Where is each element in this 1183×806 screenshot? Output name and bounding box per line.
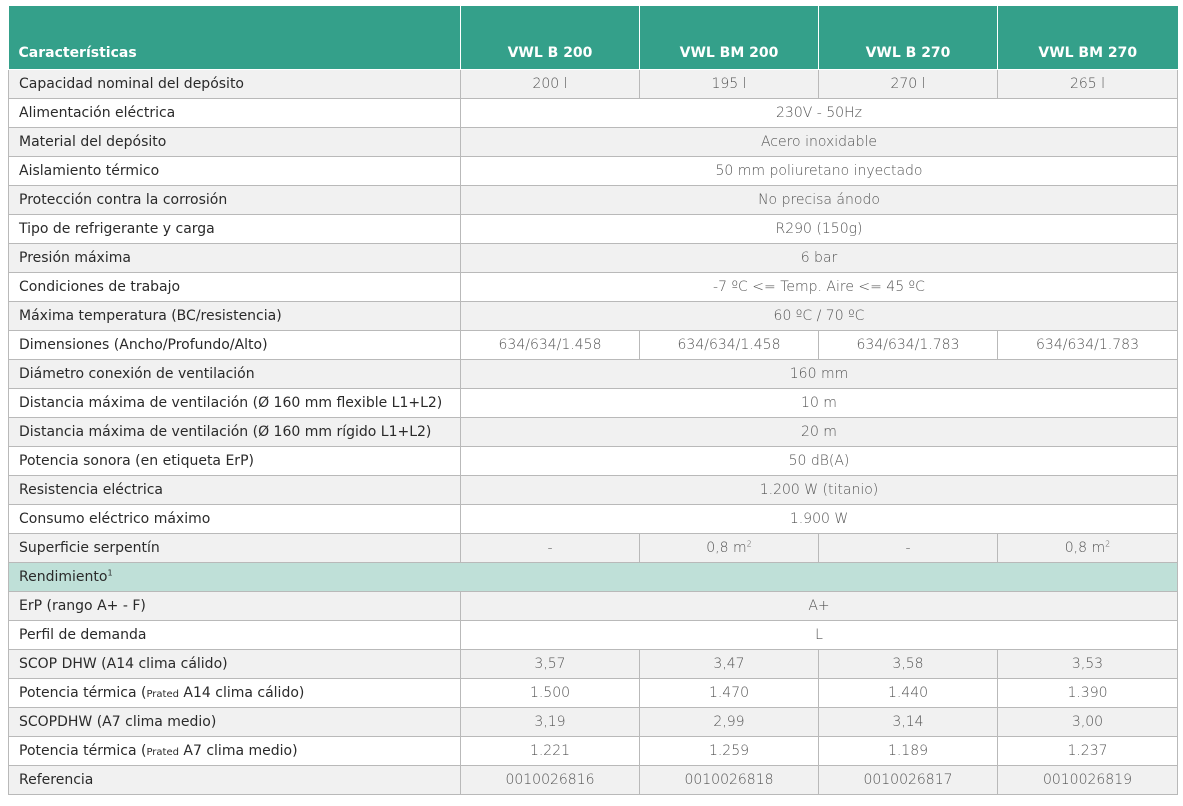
row-value (461, 534, 640, 563)
row-value (998, 766, 1178, 795)
value-superscript: 2 (1105, 539, 1111, 549)
row-value-merged: 1.200 W (titanio) (461, 476, 1178, 505)
row-label-prefix: Potencia térmica ( (19, 743, 147, 759)
row-label: Distancia máxima de ventilación (Ø 160 mm flexible L1+L2) (9, 389, 461, 418)
row-label: SCOP DHW (A14 clima cálido) (9, 650, 461, 679)
value-text: 195 l (711, 76, 747, 92)
row-label: Material del depósito (9, 128, 461, 157)
row-value (640, 737, 819, 766)
row-value (819, 70, 998, 99)
header-model-2: VWL BM 200 (640, 6, 819, 70)
value-text: 3,00 (1071, 714, 1104, 730)
row-value (998, 737, 1178, 766)
value-text: 3,19 (534, 714, 566, 730)
value-text: 3,14 (892, 714, 924, 730)
value-text: 3,53 (1071, 656, 1104, 672)
row-value-merged: 230V - 50Hz (461, 99, 1178, 128)
row-value-merged: 20 m (461, 418, 1178, 447)
row-value-merged: 160 mm (461, 360, 1178, 389)
value-text: 3,58 (892, 656, 924, 672)
row-label-subscript: Prated (146, 747, 179, 758)
row-value (461, 708, 640, 737)
row-value (998, 534, 1178, 563)
row-label: Alimentación eléctrica (9, 99, 461, 128)
table-row (9, 186, 1178, 215)
row-label: Distancia máxima de ventilación (Ø 160 mm rígido L1+L2) (9, 418, 461, 447)
row-value (640, 766, 819, 795)
row-value (998, 70, 1178, 99)
value-text: 265 l (1069, 76, 1106, 92)
value-text: 1.440 (887, 685, 929, 701)
table-row (9, 737, 1178, 766)
row-value (819, 650, 998, 679)
header-characteristics: Características (9, 6, 461, 70)
row-value (640, 331, 819, 360)
row-value (998, 708, 1178, 737)
value-text: 0010026818 (684, 772, 774, 788)
value-text: 3,47 (713, 656, 745, 672)
row-value (461, 650, 640, 679)
value-text: 1.500 (529, 685, 571, 701)
table-row (9, 418, 1178, 447)
section-label (9, 563, 1178, 592)
row-value (998, 331, 1178, 360)
section-footnote-mark: 1 (107, 568, 113, 578)
row-label: Diámetro conexión de ventilación (9, 360, 461, 389)
row-label-suffix: A14 clima cálido) (178, 685, 305, 701)
table-row (9, 766, 1178, 795)
row-label: Capacidad nominal del depósito (9, 70, 461, 99)
table-row (9, 476, 1178, 505)
value-text: - (547, 540, 553, 556)
table-row (9, 447, 1178, 476)
row-value (461, 766, 640, 795)
row-value-merged: 6 bar (461, 244, 1178, 273)
row-value (819, 331, 998, 360)
row-label (9, 737, 461, 766)
row-value-merged: A+ (461, 592, 1178, 621)
row-value-merged: 60 ºC / 70 ºC (461, 302, 1178, 331)
row-label: Aislamiento térmico (9, 157, 461, 186)
section-label-text: Rendimiento (19, 569, 108, 585)
row-value-merged: 50 dB(A) (461, 447, 1178, 476)
row-value-merged: R290 (150g) (461, 215, 1178, 244)
value-text: 634/634/1.458 (677, 337, 781, 353)
row-value (461, 737, 640, 766)
value-text: 0010026819 (1042, 772, 1133, 788)
row-label: Resistencia eléctrica (9, 476, 461, 505)
row-value (640, 650, 819, 679)
table-row (9, 534, 1178, 563)
header-row (9, 6, 1178, 70)
row-label: Referencia (9, 766, 461, 795)
row-label: Protección contra la corrosión (9, 186, 461, 215)
table-row (9, 128, 1178, 157)
table-row (9, 650, 1178, 679)
row-label-subscript: Prated (146, 689, 179, 700)
value-text: 1.470 (708, 685, 750, 701)
row-value-merged: 10 m (461, 389, 1178, 418)
value-text: 634/634/1.783 (1036, 337, 1139, 353)
table-row (9, 215, 1178, 244)
table-row (9, 157, 1178, 186)
row-value (461, 679, 640, 708)
row-label: Máxima temperatura (BC/resistencia) (9, 302, 461, 331)
row-value (819, 679, 998, 708)
row-value (640, 70, 819, 99)
row-label: Condiciones de trabajo (9, 273, 461, 302)
table-row (9, 302, 1178, 331)
header-model-1: VWL B 200 (461, 6, 640, 70)
row-label: Dimensiones (Ancho/Profundo/Alto) (9, 331, 461, 360)
value-text: 1.237 (1067, 743, 1108, 759)
value-text: 0,8 m (706, 540, 747, 556)
row-value (819, 766, 998, 795)
row-value (640, 679, 819, 708)
row-value-merged: -7 ºC <= Temp. Aire <= 45 ºC (461, 273, 1178, 302)
row-value (998, 650, 1178, 679)
row-value (461, 70, 640, 99)
value-text: 634/634/1.783 (856, 337, 960, 353)
value-text: 634/634/1.458 (498, 337, 602, 353)
value-text: 0010026816 (505, 772, 595, 788)
row-label-prefix: Potencia térmica ( (19, 685, 147, 701)
table-row (9, 679, 1178, 708)
row-value (640, 708, 819, 737)
row-label: ErP (rango A+ - F) (9, 592, 461, 621)
row-value (640, 534, 819, 563)
value-text: 1.221 (529, 743, 571, 759)
row-value (819, 708, 998, 737)
row-value-merged: 1.900 W (461, 505, 1178, 534)
row-label: Perfil de demanda (9, 621, 461, 650)
table-row (9, 708, 1178, 737)
table-row (9, 244, 1178, 273)
row-value-merged: 50 mm poliuretano inyectado (461, 157, 1178, 186)
row-label: SCOPDHW (A7 clima medio) (9, 708, 461, 737)
row-value (819, 534, 998, 563)
table-row (9, 99, 1178, 128)
value-text: 2,99 (713, 714, 745, 730)
row-label: Tipo de refrigerante y carga (9, 215, 461, 244)
spec-table (8, 6, 1178, 795)
row-value-merged: L (461, 621, 1178, 650)
table-row (9, 360, 1178, 389)
row-label: Presión máxima (9, 244, 461, 273)
row-value (461, 331, 640, 360)
value-text: 0010026817 (863, 772, 953, 788)
row-label: Superficie serpentín (9, 534, 461, 563)
row-label: Potencia sonora (en etiqueta ErP) (9, 447, 461, 476)
value-text: 200 l (532, 76, 568, 92)
value-text: 1.259 (708, 743, 750, 759)
table-row (9, 273, 1178, 302)
table-row (9, 70, 1178, 99)
spec-table-body (9, 70, 1178, 795)
row-value-merged: No precisa ánodo (461, 186, 1178, 215)
header-model-4: VWL BM 270 (998, 6, 1178, 70)
header-model-3: VWL B 270 (819, 6, 998, 70)
value-superscript: 2 (746, 539, 752, 549)
value-text: 0,8 m (1064, 540, 1106, 556)
row-value-merged: Acero inoxidable (461, 128, 1178, 157)
table-row (9, 389, 1178, 418)
row-value (998, 679, 1178, 708)
row-value (819, 737, 998, 766)
value-text: 3,57 (534, 656, 566, 672)
value-text: 1.390 (1067, 685, 1108, 701)
table-row (9, 592, 1178, 621)
table-row (9, 505, 1178, 534)
row-label (9, 679, 461, 708)
table-row (9, 331, 1178, 360)
value-text: - (905, 540, 911, 556)
row-label-suffix: A7 clima medio) (178, 743, 298, 759)
value-text: 270 l (890, 76, 926, 92)
row-label: Consumo eléctrico máximo (9, 505, 461, 534)
value-text: 1.189 (887, 743, 929, 759)
table-row (9, 621, 1178, 650)
section-row-rendimiento (9, 563, 1178, 592)
